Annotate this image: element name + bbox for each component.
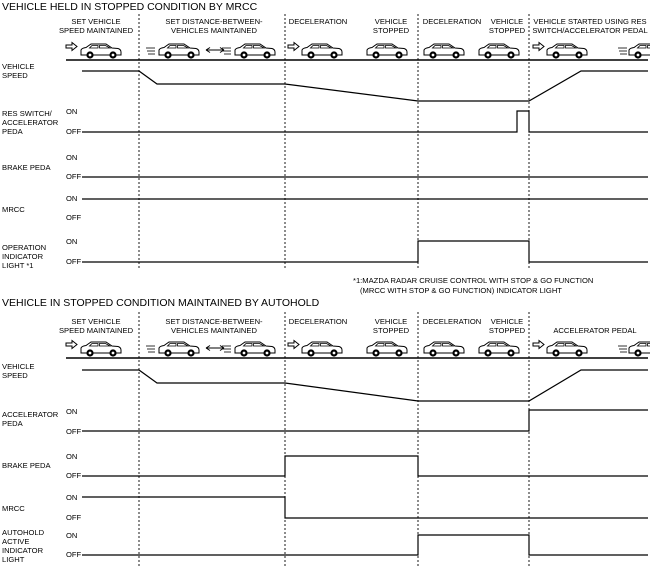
car-icon bbox=[424, 44, 464, 59]
car-icon bbox=[81, 44, 121, 59]
signal-label: VEHICLE bbox=[2, 362, 35, 371]
phase-header: SWITCH/ACCELERATOR PEDAL bbox=[532, 26, 648, 35]
car-icon bbox=[159, 44, 199, 59]
panel2-title: VEHICLE IN STOPPED CONDITION MAINTAINED BY AUTOHOLD bbox=[2, 297, 320, 309]
off-label: OFF bbox=[66, 172, 82, 181]
on-label: ON bbox=[66, 237, 78, 246]
car-icon bbox=[367, 44, 407, 59]
off-label: OFF bbox=[66, 257, 82, 266]
signal-label: BRAKE PEDA bbox=[2, 163, 51, 172]
signal-label: INDICATOR bbox=[2, 252, 44, 261]
footnote: *1:MAZDA RADAR CRUISE CONTROL WITH STOP & GO FUNCTION bbox=[353, 276, 594, 285]
motion-arrow-icon bbox=[533, 341, 544, 349]
on-label: ON bbox=[66, 531, 78, 540]
footnote: (MRCC WITH STOP & GO FUNCTION) INDICATOR LIGHT bbox=[360, 286, 562, 295]
phase-header: VEHICLES MAINTAINED bbox=[171, 26, 257, 35]
signal-label: ACTIVE bbox=[2, 537, 30, 546]
car-icon bbox=[547, 44, 587, 59]
signal-label: MRCC bbox=[2, 504, 25, 513]
vehicle-speed-waveform bbox=[82, 370, 648, 401]
signal-label: LIGHT bbox=[2, 555, 25, 564]
phase-header: VEHICLE bbox=[374, 317, 408, 326]
off-label: OFF bbox=[66, 213, 82, 222]
double-arrow-icon bbox=[206, 48, 224, 53]
panel2-car-scene bbox=[66, 341, 650, 359]
off-label: OFF bbox=[66, 550, 82, 559]
motion-arrow-icon bbox=[66, 43, 77, 51]
speed-lines-icon bbox=[146, 48, 155, 54]
signal-label: BRAKE PEDA bbox=[2, 461, 51, 470]
car-icon bbox=[547, 342, 587, 357]
off-label: OFF bbox=[66, 127, 82, 136]
signal-label: ACCELERATOR bbox=[2, 410, 59, 419]
phase-header: VEHICLE STARTED USING RES bbox=[533, 17, 647, 26]
phase-header: STOPPED bbox=[372, 26, 410, 35]
speed-lines-icon bbox=[222, 346, 231, 352]
phase-header: SET VEHICLE bbox=[71, 17, 121, 26]
car-icon bbox=[302, 342, 342, 357]
phase-header: VEHICLES MAINTAINED bbox=[171, 326, 257, 335]
speed-lines-icon bbox=[618, 346, 627, 352]
motion-arrow-icon bbox=[533, 43, 544, 51]
car-icon bbox=[235, 342, 275, 357]
phase-header: DECELERATION bbox=[288, 317, 348, 326]
speed-lines-icon bbox=[618, 48, 627, 54]
brake-pedal-waveform bbox=[82, 456, 648, 476]
phase-header: ACCELERATOR PEDAL bbox=[553, 326, 637, 335]
off-label: OFF bbox=[66, 427, 82, 436]
panel2-signal-labels bbox=[2, 362, 82, 564]
signal-label: MRCC bbox=[2, 205, 25, 214]
car-icon bbox=[479, 44, 519, 59]
motion-arrow-icon bbox=[288, 43, 299, 51]
res-switch-waveform bbox=[82, 111, 648, 132]
phase-header: VEHICLE bbox=[490, 317, 524, 326]
signal-label: PEDA bbox=[2, 419, 23, 428]
phase-header: SET DISTANCE-BETWEEN- bbox=[165, 17, 263, 26]
car-icon bbox=[81, 342, 121, 357]
signal-label: RES SWITCH/ bbox=[2, 109, 52, 118]
off-label: OFF bbox=[66, 471, 82, 480]
signal-label: ACCELERATOR bbox=[2, 118, 59, 127]
on-label: ON bbox=[66, 153, 78, 162]
phase-header: DECELERATION bbox=[422, 17, 482, 26]
operation-indicator-waveform bbox=[82, 241, 648, 262]
phase-header: DECELERATION bbox=[288, 17, 348, 26]
on-label: ON bbox=[66, 194, 78, 203]
car-icon bbox=[235, 44, 275, 59]
signal-label: INDICATOR bbox=[2, 546, 44, 555]
phase-header: STOPPED bbox=[488, 326, 526, 335]
phase-header: SET VEHICLE bbox=[71, 317, 121, 326]
speed-lines-icon bbox=[146, 346, 155, 352]
phase-header: DECELERATION bbox=[422, 317, 482, 326]
car-icon bbox=[159, 342, 199, 357]
signal-label: SPEED bbox=[2, 371, 28, 380]
car-icon bbox=[302, 44, 342, 59]
on-label: ON bbox=[66, 407, 78, 416]
phase-header: SET DISTANCE-BETWEEN- bbox=[165, 317, 263, 326]
double-arrow-icon bbox=[206, 346, 224, 351]
signal-label: PEDA bbox=[2, 127, 23, 136]
panel2-phase-headers bbox=[59, 317, 637, 335]
signal-label: VEHICLE bbox=[2, 62, 35, 71]
car-icon bbox=[367, 342, 407, 357]
phase-header: STOPPED bbox=[372, 326, 410, 335]
signal-label: AUTOHOLD bbox=[2, 528, 45, 537]
vehicle-speed-waveform bbox=[82, 71, 648, 101]
panel1-signal-labels bbox=[2, 62, 82, 270]
panel1-phase-headers bbox=[59, 17, 648, 35]
panel1-waveforms bbox=[82, 71, 648, 262]
panel1-title: VEHICLE HELD IN STOPPED CONDITION BY MRCC bbox=[2, 1, 258, 13]
panel2-waveforms bbox=[82, 370, 648, 555]
on-label: ON bbox=[66, 107, 78, 116]
off-label: OFF bbox=[66, 513, 82, 522]
motion-arrow-icon bbox=[288, 341, 299, 349]
on-label: ON bbox=[66, 493, 78, 502]
accelerator-pedal-waveform bbox=[82, 410, 648, 431]
motion-arrow-icon bbox=[66, 341, 77, 349]
signal-label: SPEED bbox=[2, 71, 28, 80]
car-icon bbox=[629, 342, 650, 357]
speed-lines-icon bbox=[222, 48, 231, 54]
phase-header: VEHICLE bbox=[490, 17, 524, 26]
phase-header: SPEED MAINTAINED bbox=[58, 26, 134, 35]
car-icon bbox=[479, 342, 519, 357]
phase-header: VEHICLE bbox=[374, 17, 408, 26]
car-icon bbox=[424, 342, 464, 357]
phase-header: STOPPED bbox=[488, 26, 526, 35]
mrcc-waveform bbox=[82, 497, 648, 518]
on-label: ON bbox=[66, 452, 78, 461]
signal-label: OPERATION bbox=[2, 243, 47, 252]
autohold-indicator-waveform bbox=[82, 535, 648, 555]
signal-label: LIGHT *1 bbox=[2, 261, 34, 270]
car-icon bbox=[629, 44, 650, 59]
panel1-car-scene bbox=[66, 43, 650, 61]
phase-header: SPEED MAINTAINED bbox=[58, 326, 134, 335]
